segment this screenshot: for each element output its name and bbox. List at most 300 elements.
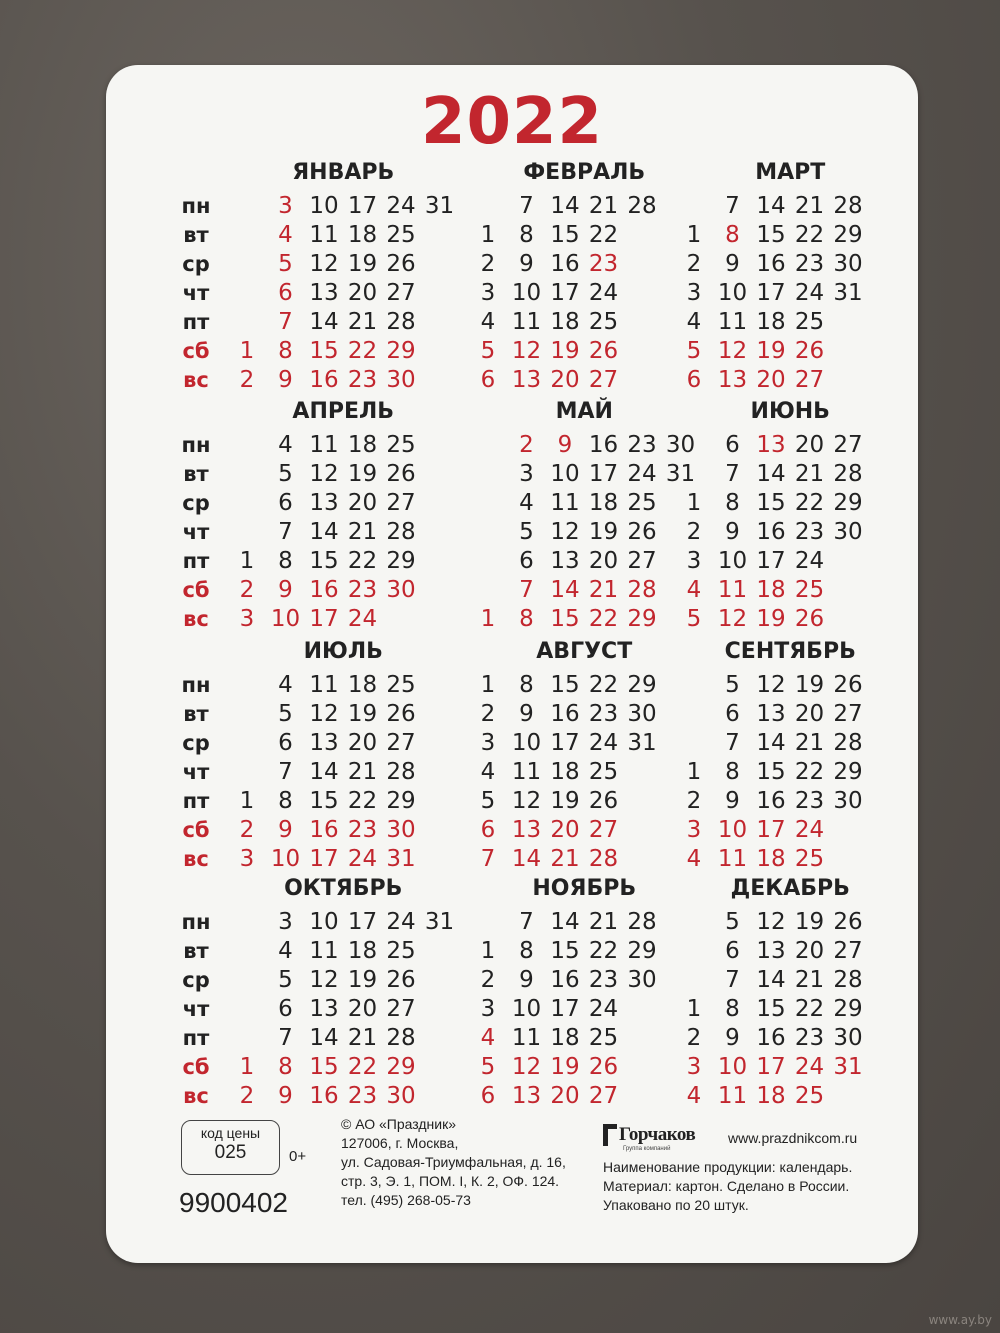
publisher-info	[341, 1115, 566, 1210]
day-cell: 11	[511, 759, 542, 785]
day-cell: 14	[756, 730, 786, 756]
day-cell: 27	[386, 730, 416, 756]
day-cell: 13	[511, 367, 542, 393]
day-cell: 18	[550, 1025, 580, 1051]
month-name: СЕНТЯБРЬ	[724, 639, 856, 664]
month-name: МАЙ	[555, 399, 613, 424]
day-cell: 10	[550, 461, 580, 487]
weekday-label: пт	[182, 789, 210, 813]
day-cell: 14	[550, 909, 580, 935]
day-cell: 17	[347, 193, 378, 219]
day-cell: 2	[239, 1083, 255, 1109]
weekday-label: вт	[183, 223, 209, 247]
month-name: ЯНВАРЬ	[292, 160, 395, 185]
day-cell: 20	[794, 701, 825, 727]
day-cell: 31	[833, 1054, 863, 1080]
day-cell: 18	[347, 672, 378, 698]
day-cell: 3	[480, 280, 496, 306]
day-cell: 2	[480, 967, 496, 993]
day-cell: 30	[833, 251, 863, 277]
day-cell: 7	[278, 309, 293, 335]
day-cell: 2	[239, 817, 255, 843]
day-cell: 29	[833, 996, 863, 1022]
day-cell: 23	[794, 1025, 825, 1051]
day-cell: 28	[386, 1025, 416, 1051]
day-cell: 1	[239, 338, 255, 364]
day-cell: 1	[480, 938, 496, 964]
day-cell: 24	[588, 996, 619, 1022]
day-cell: 13	[717, 367, 748, 393]
weekday-label: сб	[182, 339, 210, 363]
calendar-card	[106, 65, 918, 1263]
day-cell: 2	[519, 432, 534, 458]
watermark: www.ay.by	[928, 1313, 992, 1327]
day-cell: 9	[278, 817, 293, 843]
month-name: АВГУСТ	[536, 639, 633, 664]
day-cell: 7	[725, 193, 740, 219]
day-cell: 29	[833, 222, 863, 248]
day-cell: 29	[627, 938, 657, 964]
day-cell: 27	[386, 490, 416, 516]
day-cell: 2	[239, 367, 255, 393]
weekday-label: вт	[183, 702, 209, 726]
day-cell: 11	[717, 309, 748, 335]
day-cell: 13	[309, 996, 339, 1022]
age-rating: 0+	[289, 1148, 307, 1165]
day-cell: 6	[278, 996, 293, 1022]
day-cell: 20	[550, 1083, 580, 1109]
day-cell: 31	[424, 909, 455, 935]
day-cell: 16	[309, 1083, 339, 1109]
day-cell: 1	[686, 996, 702, 1022]
day-cell: 4	[480, 309, 496, 335]
day-cell: 14	[756, 193, 786, 219]
product-code: 9900402	[179, 1187, 289, 1218]
publisher-line: тел. (495) 268-05-73	[341, 1192, 471, 1208]
day-cell: 20	[794, 432, 825, 458]
day-cell: 27	[833, 432, 863, 458]
day-cell: 19	[550, 338, 580, 364]
weekday-label: чт	[182, 760, 210, 784]
day-cell: 14	[309, 759, 339, 785]
day-cell: 24	[794, 548, 825, 574]
day-cell: 26	[833, 909, 863, 935]
day-cell: 19	[347, 251, 378, 277]
day-cell: 21	[794, 730, 825, 756]
price-code-box	[181, 1120, 280, 1175]
day-cell: 6	[686, 367, 702, 393]
product-info	[603, 1158, 852, 1215]
day-cell: 25	[588, 309, 619, 335]
day-cell: 15	[309, 338, 339, 364]
day-cell: 18	[756, 309, 786, 335]
day-cell: 30	[833, 519, 863, 545]
day-cell: 12	[756, 909, 786, 935]
day-cell: 3	[519, 461, 534, 487]
day-cell: 1	[239, 1054, 255, 1080]
day-cell: 26	[794, 606, 825, 632]
day-cell: 12	[309, 461, 339, 487]
day-cell: 7	[725, 730, 740, 756]
day-cell: 19	[347, 461, 378, 487]
day-cell: 1	[480, 222, 496, 248]
day-cell: 12	[309, 701, 339, 727]
day-cell: 25	[386, 222, 416, 248]
day-cell: 19	[756, 606, 786, 632]
day-cell: 22	[794, 490, 825, 516]
day-cell: 29	[386, 1054, 416, 1080]
day-cell: 25	[627, 490, 657, 516]
day-cell: 22	[794, 222, 825, 248]
publisher-line: стр. 3, Э. 1, ПОМ. I, К. 2, ОФ. 124.	[341, 1173, 560, 1189]
day-cell: 19	[756, 338, 786, 364]
day-cell: 7	[278, 519, 293, 545]
day-cell: 6	[278, 490, 293, 516]
day-cell: 14	[309, 519, 339, 545]
day-cell: 10	[717, 280, 748, 306]
day-cell: 26	[588, 1054, 619, 1080]
day-cell: 16	[756, 788, 786, 814]
day-cell: 29	[833, 759, 863, 785]
day-cell: 11	[717, 577, 748, 603]
publisher-line: ул. Садовая-Триумфальная, д. 16,	[341, 1154, 566, 1170]
day-cell: 16	[756, 519, 786, 545]
day-cell: 19	[794, 672, 825, 698]
day-cell: 13	[309, 730, 339, 756]
day-cell: 7	[278, 1025, 293, 1051]
day-cell: 29	[386, 788, 416, 814]
day-cell: 16	[756, 251, 786, 277]
day-cell: 25	[588, 1025, 619, 1051]
day-cell: 12	[511, 1054, 542, 1080]
day-cell: 11	[309, 672, 339, 698]
day-cell: 24	[794, 280, 825, 306]
day-cell: 12	[550, 519, 580, 545]
weekday-label: сб	[182, 1055, 210, 1079]
day-cell: 8	[725, 490, 740, 516]
day-cell: 21	[588, 577, 619, 603]
day-cell: 22	[347, 548, 378, 574]
day-cell: 10	[309, 909, 339, 935]
month-name: ДЕКАБРЬ	[730, 876, 850, 901]
price-code-label: код цены	[200, 1125, 261, 1141]
day-cell: 21	[347, 759, 378, 785]
day-cell: 20	[347, 730, 378, 756]
day-cell: 16	[756, 1025, 786, 1051]
day-cell: 23	[627, 432, 657, 458]
day-cell: 30	[386, 577, 416, 603]
day-cell: 28	[627, 193, 657, 219]
day-cell: 15	[550, 672, 580, 698]
day-cell: 1	[480, 672, 496, 698]
day-cell: 17	[550, 996, 580, 1022]
day-cell: 6	[480, 817, 496, 843]
day-cell: 17	[309, 846, 339, 872]
day-cell: 20	[794, 938, 825, 964]
day-cell: 14	[309, 1025, 339, 1051]
month-name: ФЕВРАЛЬ	[523, 160, 646, 185]
day-cell: 3	[686, 280, 702, 306]
day-cell: 5	[278, 461, 293, 487]
day-cell: 30	[627, 701, 657, 727]
day-cell: 25	[386, 432, 416, 458]
day-cell: 25	[794, 309, 825, 335]
day-cell: 8	[519, 222, 534, 248]
website: www.prazdnikcom.ru	[728, 1130, 858, 1146]
day-cell: 7	[519, 193, 534, 219]
weekday-label: пн	[181, 194, 211, 218]
day-cell: 10	[717, 1054, 748, 1080]
day-cell: 6	[725, 432, 740, 458]
day-cell: 4	[519, 490, 534, 516]
day-cell: 15	[309, 548, 339, 574]
day-cell: 29	[386, 338, 416, 364]
day-cell: 20	[550, 817, 580, 843]
weekday-label: пн	[181, 673, 211, 697]
brand-subtitle: Группа компаний	[623, 1146, 671, 1152]
weekday-label: пн	[181, 910, 211, 934]
weekday-label: чт	[182, 520, 210, 544]
day-cell: 3	[278, 909, 293, 935]
day-cell: 3	[686, 548, 702, 574]
day-cell: 29	[833, 490, 863, 516]
day-cell: 15	[756, 490, 786, 516]
day-cell: 22	[347, 1054, 378, 1080]
day-cell: 24	[347, 846, 378, 872]
day-cell: 1	[686, 490, 702, 516]
day-cell: 26	[386, 967, 416, 993]
day-cell: 12	[756, 672, 786, 698]
day-cell: 31	[386, 846, 416, 872]
weekday-label: пт	[182, 310, 210, 334]
day-cell: 7	[278, 759, 293, 785]
day-cell: 21	[794, 461, 825, 487]
day-cell: 3	[686, 1054, 702, 1080]
day-cell: 23	[588, 251, 619, 277]
day-cell: 20	[347, 490, 378, 516]
day-cell: 3	[686, 817, 702, 843]
day-cell: 15	[550, 938, 580, 964]
day-cell: 4	[278, 432, 293, 458]
weekday-label: чт	[182, 997, 210, 1021]
day-cell: 25	[794, 846, 825, 872]
day-cell: 8	[725, 759, 740, 785]
day-cell: 3	[480, 996, 496, 1022]
day-cell: 13	[756, 432, 786, 458]
brand-name: Горчаков	[619, 1124, 696, 1145]
day-cell: 7	[480, 846, 496, 872]
month-name: АПРЕЛЬ	[292, 399, 395, 424]
day-cell: 28	[588, 846, 619, 872]
day-cell: 26	[794, 338, 825, 364]
day-cell: 7	[519, 909, 534, 935]
day-cell: 8	[725, 996, 740, 1022]
day-cell: 14	[756, 967, 786, 993]
day-cell: 7	[519, 577, 534, 603]
day-cell: 2	[239, 577, 255, 603]
day-cell: 5	[278, 967, 293, 993]
month-name: ИЮЛЬ	[303, 639, 383, 664]
day-cell: 20	[347, 996, 378, 1022]
day-cell: 18	[756, 1083, 786, 1109]
day-cell: 28	[833, 730, 863, 756]
day-cell: 17	[550, 280, 580, 306]
day-cell: 24	[347, 606, 378, 632]
day-cell: 23	[588, 701, 619, 727]
day-cell: 23	[794, 788, 825, 814]
day-cell: 3	[278, 193, 293, 219]
day-cell: 13	[756, 938, 786, 964]
day-cell: 28	[386, 759, 416, 785]
day-cell: 3	[239, 846, 255, 872]
day-cell: 11	[511, 309, 542, 335]
day-cell: 8	[278, 788, 293, 814]
weekday-label: ср	[182, 252, 210, 276]
day-cell: 9	[725, 251, 740, 277]
day-cell: 27	[794, 367, 825, 393]
day-cell: 18	[756, 577, 786, 603]
day-cell: 15	[550, 222, 580, 248]
day-cell: 1	[239, 548, 255, 574]
day-cell: 28	[833, 461, 863, 487]
day-cell: 23	[347, 367, 378, 393]
day-cell: 5	[725, 909, 740, 935]
day-cell: 16	[550, 967, 580, 993]
day-cell: 11	[309, 432, 339, 458]
day-cell: 7	[725, 967, 740, 993]
day-cell: 25	[588, 759, 619, 785]
day-cell: 8	[519, 606, 534, 632]
day-cell: 17	[588, 461, 619, 487]
day-cell: 13	[756, 701, 786, 727]
day-cell: 15	[756, 996, 786, 1022]
day-cell: 2	[686, 788, 702, 814]
day-cell: 22	[588, 606, 619, 632]
day-cell: 11	[511, 1025, 542, 1051]
day-cell: 4	[278, 672, 293, 698]
day-cell: 14	[550, 193, 580, 219]
day-cell: 4	[686, 577, 702, 603]
day-cell: 5	[480, 1054, 496, 1080]
day-cell: 12	[511, 788, 542, 814]
day-cell: 5	[278, 251, 293, 277]
day-cell: 10	[511, 730, 542, 756]
day-cell: 22	[588, 222, 619, 248]
product-line: Наименование продукции: календарь.	[603, 1159, 853, 1175]
day-cell: 21	[794, 967, 825, 993]
day-cell: 21	[347, 309, 378, 335]
day-cell: 20	[347, 280, 378, 306]
day-cell: 10	[270, 606, 301, 632]
weekday-label: пт	[182, 549, 210, 573]
day-cell: 11	[717, 846, 748, 872]
day-cell: 10	[511, 280, 542, 306]
day-cell: 19	[794, 909, 825, 935]
month-name: ИЮНЬ	[750, 399, 830, 424]
day-cell: 24	[386, 909, 416, 935]
day-cell: 19	[347, 967, 378, 993]
day-cell: 25	[794, 1083, 825, 1109]
day-cell: 10	[309, 193, 339, 219]
day-cell: 22	[347, 338, 378, 364]
day-cell: 5	[686, 606, 702, 632]
weekday-label: вс	[183, 847, 209, 871]
day-cell: 18	[347, 222, 378, 248]
weekday-label: ср	[182, 731, 210, 755]
day-cell: 8	[519, 938, 534, 964]
day-cell: 20	[756, 367, 786, 393]
day-cell: 18	[347, 938, 378, 964]
day-cell: 26	[588, 788, 619, 814]
price-code-value: 025	[214, 1142, 247, 1163]
day-cell: 1	[686, 222, 702, 248]
day-cell: 16	[550, 251, 580, 277]
day-cell: 11	[550, 490, 580, 516]
day-cell: 12	[717, 338, 748, 364]
day-cell: 4	[480, 1025, 496, 1051]
day-cell: 16	[550, 701, 580, 727]
day-cell: 13	[309, 280, 339, 306]
day-cell: 26	[627, 519, 657, 545]
day-cell: 17	[756, 280, 786, 306]
day-cell: 19	[588, 519, 619, 545]
day-cell: 24	[794, 817, 825, 843]
day-cell: 27	[833, 701, 863, 727]
day-cell: 13	[550, 548, 580, 574]
product-line: Упаковано по 20 штук.	[603, 1197, 749, 1213]
weekday-label: вс	[183, 1084, 209, 1108]
day-cell: 15	[756, 759, 786, 785]
day-cell: 6	[725, 701, 740, 727]
day-cell: 31	[833, 280, 863, 306]
day-cell: 23	[347, 577, 378, 603]
day-cell: 29	[627, 672, 657, 698]
day-cell: 25	[386, 938, 416, 964]
day-cell: 20	[550, 367, 580, 393]
day-cell: 13	[511, 817, 542, 843]
day-cell: 5	[686, 338, 702, 364]
day-cell: 10	[511, 996, 542, 1022]
day-cell: 27	[627, 548, 657, 574]
day-cell: 13	[309, 490, 339, 516]
day-cell: 26	[833, 672, 863, 698]
day-cell: 1	[686, 759, 702, 785]
day-cell: 27	[386, 996, 416, 1022]
day-cell: 28	[627, 909, 657, 935]
weekday-label: чт	[182, 281, 210, 305]
day-cell: 10	[717, 548, 748, 574]
day-cell: 8	[278, 548, 293, 574]
day-cell: 9	[278, 577, 293, 603]
day-cell: 11	[309, 938, 339, 964]
day-cell: 3	[239, 606, 255, 632]
month-name: ОКТЯБРЬ	[284, 876, 403, 901]
day-cell: 9	[519, 251, 534, 277]
weekday-label: вс	[183, 607, 209, 631]
day-cell: 11	[309, 222, 339, 248]
day-cell: 6	[480, 1083, 496, 1109]
day-cell: 2	[480, 701, 496, 727]
day-cell: 5	[725, 672, 740, 698]
day-cell: 3	[480, 730, 496, 756]
day-cell: 23	[347, 817, 378, 843]
day-cell: 30	[386, 1083, 416, 1109]
day-cell: 24	[588, 730, 619, 756]
day-cell: 31	[665, 461, 696, 487]
day-cell: 29	[627, 606, 657, 632]
product-line: Материал: картон. Сделано в России.	[603, 1178, 850, 1194]
day-cell: 27	[588, 367, 619, 393]
